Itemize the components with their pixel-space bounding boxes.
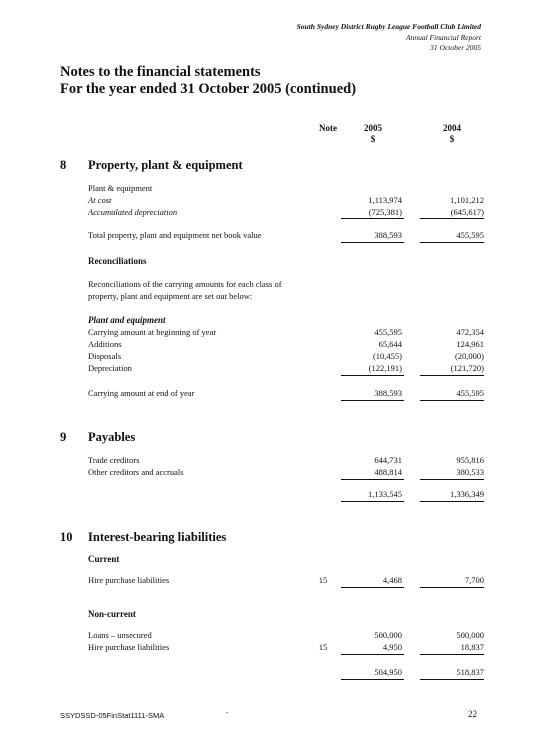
carrying-end-2004: 455,595: [456, 388, 484, 398]
section-9-number: 9: [60, 430, 67, 444]
recon-row-2004: 124,961: [456, 339, 484, 349]
rule: [420, 587, 484, 588]
recon-row-label: Disposals: [88, 351, 122, 361]
recon-row-label: Carrying amount at beginning of year: [88, 327, 217, 337]
total-ppe-2005: 388,593: [374, 230, 402, 240]
recon-row-2004: (20,000): [454, 351, 484, 361]
header-report: Annual Financial Report: [406, 33, 481, 42]
noncurrent-row-label: Hire purchase liabilities: [88, 642, 170, 652]
at-cost-2004: 1,101,212: [450, 195, 484, 205]
noncurrent-row-2005: 4,950: [382, 642, 402, 652]
reconciliations-text-2: property, plant and equipment are set out below:: [88, 291, 253, 301]
rule: [341, 218, 404, 219]
noncurrent-title: Non-current: [88, 609, 136, 619]
carrying-end-2005: 388,593: [374, 388, 402, 398]
rule: [420, 218, 484, 219]
noncurrent-row-note: 15: [318, 642, 328, 652]
payables-row-2004: 380,533: [456, 467, 484, 477]
noncurrent-total-2005: 504,950: [374, 667, 402, 677]
rule: [420, 679, 484, 680]
recon-row-2005: 65,644: [378, 339, 402, 349]
column-note-header: Note: [319, 123, 337, 133]
total-ppe-2004: 455,595: [456, 230, 484, 240]
reconciliations-title: Reconciliations: [88, 256, 147, 266]
recon-row-2005: (122,191): [368, 363, 402, 373]
rule: [341, 479, 404, 480]
header-org: South Sydney District Rugby League Football Club Limited: [296, 22, 481, 31]
footer-reference: SSYDSSD-05FinStat1111-SMA: [60, 711, 165, 720]
reconciliations-text-1: Reconciliations of the carrying amounts for each class of: [88, 279, 282, 289]
current-title: Current: [88, 554, 120, 564]
acc-dep-label: Accumulated depreciation: [88, 207, 178, 217]
rule: [420, 400, 484, 401]
recon-row-label: Additions: [88, 339, 122, 349]
payables-total-2005: 1,133,545: [368, 489, 402, 499]
section-10-title: Interest-bearing liabilities: [88, 530, 227, 544]
payables-row-2005: 644,731: [374, 455, 402, 465]
noncurrent-row-label: Loans – unsecured: [88, 630, 152, 640]
rule: [341, 654, 404, 655]
rule: [420, 479, 484, 480]
rule: [341, 375, 404, 376]
carrying-end-label: Carrying amount at end of year: [88, 388, 195, 398]
header-date: 31 October 2005: [430, 43, 481, 52]
payables-row-label: Trade creditors: [88, 455, 140, 465]
noncurrent-total-2004: 518,837: [456, 667, 484, 677]
acc-dep-2005: (725,381): [368, 207, 402, 217]
pe-label: Plant & equipment: [88, 183, 153, 193]
noncurrent-row-2004: 18,837: [460, 642, 484, 652]
rule: [420, 375, 484, 376]
current-hp-2005: 4,468: [382, 575, 402, 585]
payables-total-2004: 1,336,349: [450, 489, 484, 499]
current-hp-label: Hire purchase liabilities: [88, 575, 170, 585]
recon-row-label: Depreciation: [88, 363, 132, 373]
page-title: Notes to the financial statements: [60, 64, 261, 80]
noncurrent-row-2005: 500,000: [374, 630, 402, 640]
rule: [420, 654, 484, 655]
rule: [341, 400, 404, 401]
at-cost-label: At cost: [88, 195, 112, 205]
recon-row-2004: (121,720): [450, 363, 484, 373]
section-8-number: 8: [60, 158, 67, 172]
total-ppe-label: Total property, plant and equipment net book value: [88, 230, 262, 240]
current-hp-2004: 7,700: [464, 575, 484, 585]
column-2005-header: 2005: [364, 123, 382, 133]
section-8-title: Property, plant & equipment: [88, 158, 243, 172]
footer-dash: -: [226, 708, 229, 717]
rule: [420, 242, 484, 243]
page-subtitle: For the year ended 31 October 2005 (continued): [60, 81, 357, 97]
recon-row-2004: 472,354: [456, 327, 484, 337]
noncurrent-row-2004: 500,000: [456, 630, 484, 640]
rule: [341, 242, 404, 243]
rule: [420, 501, 484, 502]
rule: [341, 501, 404, 502]
rule: [341, 587, 404, 588]
page-number: 22: [468, 709, 477, 719]
column-2005-currency: $: [370, 134, 376, 144]
current-hp-note: 15: [318, 575, 328, 585]
acc-dep-2004: (645,617): [450, 207, 484, 217]
pe-subtitle: Plant and equipment: [88, 315, 166, 325]
payables-row-label: Other creditors and accruals: [88, 467, 184, 477]
recon-row-2005: 455,595: [374, 327, 402, 337]
section-10-number: 10: [60, 530, 73, 544]
column-2004-header: 2004: [443, 123, 461, 133]
payables-row-2004: 955,816: [456, 455, 484, 465]
section-9-title: Payables: [88, 430, 136, 444]
payables-row-2005: 488,814: [374, 467, 402, 477]
recon-row-2005: (10,455): [372, 351, 402, 361]
rule: [341, 679, 404, 680]
column-2004-currency: $: [449, 134, 455, 144]
at-cost-2005: 1,113,974: [368, 195, 402, 205]
